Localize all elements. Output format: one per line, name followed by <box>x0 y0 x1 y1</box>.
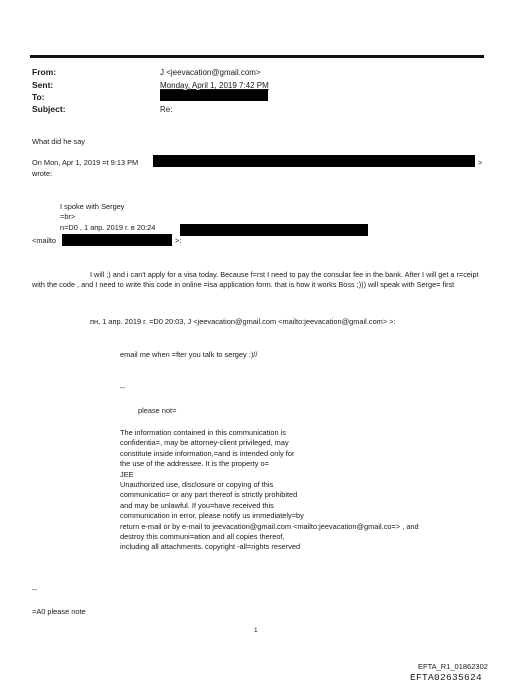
a0-please-note: =A0 please note <box>32 607 86 616</box>
disclaimer-block <box>120 428 419 553</box>
subject-label: Subject: <box>32 104 66 114</box>
subject-value: Re: <box>160 105 173 114</box>
disclaimer-line: constitute inside information,=and is intended only for <box>120 448 295 458</box>
disclaimer-line: The information contained in this communication is <box>120 428 286 437</box>
disclaimer-line: communicatio= or any part thereof is strictly prohibited <box>120 490 298 500</box>
to-label: To: <box>32 92 45 102</box>
email-me-line: email me when =fter you talk to sergey :)// <box>120 350 258 359</box>
spoke-block <box>60 202 155 233</box>
on-mon-gt: > <box>478 158 483 167</box>
mailto-redaction <box>62 234 172 246</box>
spoke-line: I spoke with Sergey <box>60 202 125 211</box>
disclaimer-line: return e-mail or by e-mail to jeevacation@gmail.com <mailto:jeevacation@gmail.co=> , and <box>120 521 419 531</box>
sent-label: Sent: <box>32 80 54 90</box>
disclaimer-line: communication in error, please notify us immediately=by <box>120 511 304 521</box>
wrote-label: wrote: <box>32 169 53 178</box>
from-value: J <jeevacation@gmail.com> <box>160 68 261 77</box>
sent-value: Monday, April 1, 2019 7:42 PM <box>160 81 269 90</box>
header-rule <box>30 55 484 58</box>
spoke-line: n=D0 , 1 апр. 2019 г. в 20:24 <box>60 222 156 232</box>
to-redaction <box>160 90 268 101</box>
disclaimer-line: destroy this communi=ation and all copies thereof, <box>120 532 285 542</box>
sender-redaction <box>153 155 475 167</box>
spoke-line: =br> <box>60 212 76 222</box>
page-number: 1 <box>254 627 258 634</box>
dash-separator-2: -- <box>32 585 37 594</box>
on-mon-line: On Mon, Apr 1, 2019 =t 9:13 PM <box>32 158 139 167</box>
disclaimer-line: JEE <box>120 469 134 479</box>
please-not-line: please not= <box>138 406 177 415</box>
visa-paragraph: I will ;) and i can't apply for a visa today. Because f=rst I need to pay the consular fee in the bank. After I will get a r=ceipt with the code , and I need to write this code in online =isa application form. that is how it works Boss ;))) will speak with Serge= first <box>32 270 479 290</box>
mailto-prefix: <mailto <box>32 236 57 245</box>
mailto-suffix: >: <box>175 236 182 245</box>
disclaimer-line: Unauthorized use, disclosure or copying of this <box>120 480 274 490</box>
bates-number-secondary: EFTA02635624 <box>410 672 483 683</box>
what-did-he-say: What did he say <box>32 137 85 146</box>
date-line-redaction <box>180 224 368 236</box>
disclaimer-line: the use of the addressee. It is the property o= <box>120 459 269 469</box>
from-label: From: <box>32 67 57 77</box>
disclaimer-line: confidentia=, may be attorney-client privileged, may <box>120 438 289 448</box>
disclaimer-line: and may be unlawful. If you=have received this <box>120 500 274 510</box>
disclaimer-line: including all attachments. copyright -all=rights reserved <box>120 542 301 552</box>
dash-separator: -- <box>120 383 125 392</box>
quote-line: пн, 1 апр. 2019 г. =D0 20:03, J <jeevacation@gmail.com <mailto:jeevacation@gmail.com> >: <box>90 317 396 326</box>
bates-number-primary: EFTA_R1_01862302 <box>418 662 488 671</box>
